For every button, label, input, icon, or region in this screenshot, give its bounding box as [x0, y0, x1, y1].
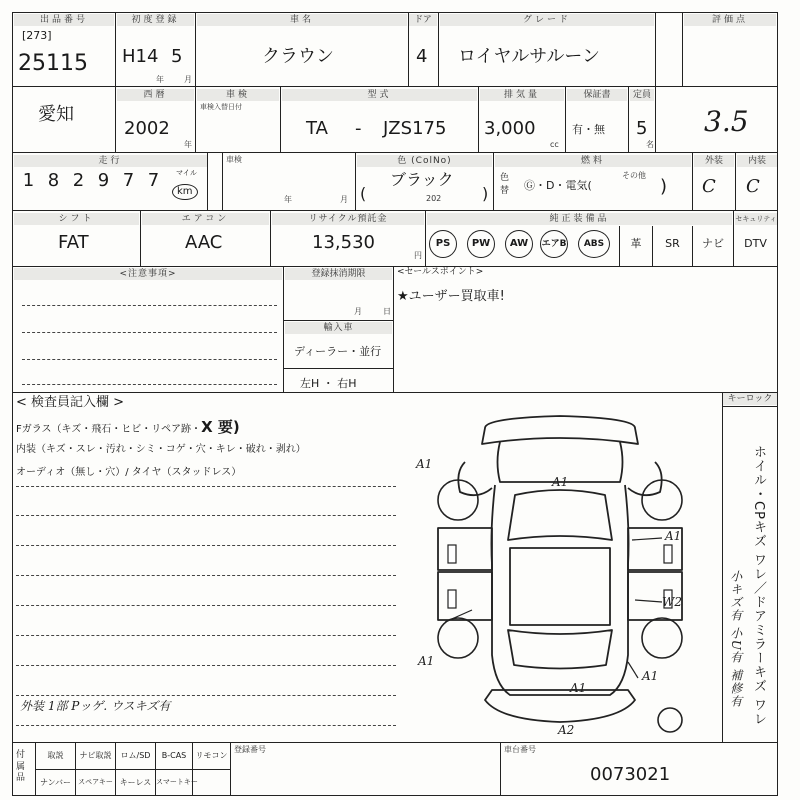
damage-mark: A1	[552, 475, 569, 489]
model-dash: -	[355, 118, 362, 139]
color-name: ブラック	[390, 170, 454, 189]
equip-pw: PW	[467, 230, 495, 258]
year-label: 西暦	[117, 89, 194, 101]
damage-mark: A1	[416, 457, 433, 471]
damage-mark: A1	[570, 681, 587, 695]
mile-label: マイル	[176, 169, 197, 177]
sales-point: ★ユーザー買取車!	[397, 289, 505, 304]
mileage-digits	[16, 172, 166, 198]
damage-mark: W2	[662, 595, 682, 609]
exterior-grade: C	[702, 176, 716, 197]
color-no: 202	[426, 194, 442, 203]
auction-sheet: 出品番号 [273] 25115 初度登録 H14 5 年 月 車名 クラウン ドア 4 グレード ロイヤルサルーン 評価点 3.5 愛知 西暦 2002 年 車検 車検入替日付 型式 TA - JZS175 排気量 3,000 cc 保証書 有・無 定員 5 名 走行 1 8 2 9 7 7 マイル km 車検 年 月 色 (ColNo) ( ブラック 202 ) 色替 燃料 Ⓖ・D・電気( その他 ) 外装 C 内装 C シフト FAT エアコン AAC リサイクル預託金 13,530 円 純正装備品 セキュリティ PS PW AW エアB ABS 革 SR ナビ DTV <注意事項> 登録抹消期限 月 日 輸入車 ディーラー・並行 左H ・ 右H <セールスポイント> ★ユーザー買取車! < 検査員記入欄 > Fガラス（キズ・飛石・ヒビ・リペア跡・X 要) 内装（キズ・スレ・汚れ・シミ・コゲ・穴・キレ・破れ・剥れ） オーディオ（無し・穴）/ タイヤ（スタッドレス） 外装 1部 Pッゲ. ウスキズ有 キーロック ホイル・CPキズ ワレ／ドアミラーキズ ワレ 小キズ有 小U有 補修有 A1 A1 A1 W2 A1 A1 A1 A2 付属品 取説 ナビ取説 ロム/SD B-CAS リモコン ナンバー スペアキー キーレス スマートキー 登録番号 車台番号 0073021	[0, 0, 800, 800]
mileage-digit: 8	[47, 170, 60, 191]
yen-unit: 円	[414, 251, 422, 260]
transfer-label: 登録抹消期限	[285, 268, 392, 280]
import-label: 輸入車	[285, 322, 392, 334]
capacity-label: 定員	[630, 89, 654, 101]
warranty-options: 有・無	[572, 123, 605, 136]
exterior-label: 外装	[694, 155, 734, 167]
car-name-label: 車名	[197, 14, 407, 26]
acc-keyless: キーレス	[119, 778, 152, 787]
sales-label: <セールスポイント>	[397, 267, 484, 277]
security-label: セキュリティ	[735, 215, 777, 223]
fglass-text: Fガラス（キズ・飛石・ヒビ・リペア跡・	[16, 424, 202, 435]
unit-year: 年	[156, 75, 164, 84]
capacity-unit: 名	[646, 140, 654, 149]
acc-plate: ナンバー	[39, 778, 72, 787]
lot-label: 出品番号	[14, 14, 114, 26]
fuel-label: 燃料	[495, 155, 691, 167]
score-label: 評価点	[684, 14, 776, 26]
acc-bcas: B-CAS	[161, 751, 187, 760]
cc-unit: cc	[550, 140, 559, 149]
equip-leather: 革	[630, 237, 642, 250]
model-code: JZS175	[383, 118, 447, 139]
fglass-mark: X 要)	[201, 418, 240, 436]
mileage-digit: 9	[97, 170, 110, 191]
lot-bracket: [273]	[22, 29, 52, 42]
ac-label: エアコン	[142, 213, 269, 225]
damage-mark: A1	[642, 669, 659, 683]
equip-navi: ナビ	[702, 237, 724, 250]
mileage-digit: 7	[147, 170, 160, 191]
chassis-label: 車台番号	[504, 745, 536, 754]
handle-side: 左H ・ 右H	[300, 377, 357, 390]
shift: FAT	[58, 232, 89, 253]
acc-navi-manual: ナビ取説	[79, 751, 112, 760]
cc-label: 排気量	[480, 89, 564, 101]
type-label: 型式	[282, 89, 477, 101]
inspection-label: 車検	[197, 89, 279, 101]
acc-remote: リモコン	[195, 751, 228, 760]
year-unit: 年	[184, 140, 192, 149]
recycle-label: リサイクル預託金	[272, 213, 424, 225]
interior-line: 内装（キズ・スレ・汚れ・シミ・コゲ・穴・キレ・破れ・剥れ）	[16, 444, 306, 455]
era-year: H14	[122, 46, 159, 67]
damage-mark: A2	[558, 723, 575, 737]
handwritten-note: 外装 1部 Pッゲ. ウスキズ有	[20, 699, 171, 713]
score: 3.5	[704, 105, 749, 138]
inspection-sub: 車検入替日付	[200, 103, 242, 111]
reg-month: 5	[171, 46, 183, 67]
acc-spare-key: スペアキー	[78, 778, 113, 786]
acc-rom: ロム/SD	[120, 751, 151, 760]
fuel-options: Ⓖ・D・電気(	[524, 179, 592, 192]
inspect-label: 車検	[226, 155, 242, 164]
grade-label: グレード	[440, 14, 654, 26]
equip-dtv: DTV	[744, 237, 767, 250]
equip-airbag: エアB	[540, 230, 568, 258]
mileage-digit: 7	[122, 170, 135, 191]
region: 愛知	[38, 104, 74, 125]
acc-smart-key: スマートキー	[156, 778, 198, 786]
caution-label: <注意事項>	[14, 268, 282, 280]
chassis-number: 0073021	[590, 764, 671, 785]
color-label: 色 (ColNo)	[357, 155, 492, 167]
color-change-label: 色替	[500, 173, 510, 196]
equip-label: 純正装備品	[427, 213, 732, 225]
door-label: ドア	[409, 14, 437, 26]
fuel-other: その他	[622, 171, 646, 180]
interior-grade: C	[746, 176, 760, 197]
model-year: 2002	[124, 118, 170, 139]
transfer-day: 日	[383, 307, 391, 316]
doors: 4	[416, 46, 428, 67]
ac: AAC	[185, 232, 223, 253]
equip-ps: PS	[429, 230, 457, 258]
fuel-close: )	[660, 176, 668, 197]
interior-label: 内装	[737, 155, 777, 167]
mileage-label: 走行	[14, 155, 207, 167]
inspector-title: < 検査員記入欄 >	[16, 395, 125, 410]
inspect-year-unit: 年	[284, 195, 292, 204]
car-name: クラウン	[262, 46, 334, 67]
car-diagram	[400, 400, 720, 745]
equip-sr: SR	[665, 237, 680, 250]
audio-line: オーディオ（無し・穴）/ タイヤ（スタッドレス）	[16, 467, 242, 478]
wheel-note-sub: 小キズ有 小U有 補修有	[728, 570, 743, 708]
mileage-digit: 2	[72, 170, 85, 191]
capacity: 5	[636, 118, 648, 139]
km-label: km	[172, 184, 198, 200]
damage-mark: A1	[665, 529, 682, 543]
wheel-note: ホイル・CPキズ ワレ／ドアミラーキズ ワレ	[750, 445, 766, 727]
inspect-month-unit: 月	[340, 195, 348, 204]
damage-mark: A1	[418, 654, 435, 668]
accessories-label: 付属品	[16, 750, 26, 784]
recycle-fee: 13,530	[312, 232, 375, 253]
transfer-month: 月	[354, 307, 362, 316]
model-prefix: TA	[306, 118, 328, 139]
mileage-digit: 1	[22, 170, 35, 191]
equip-abs: ABS	[578, 230, 610, 258]
lot-number: 25115	[18, 51, 88, 76]
unit-month: 月	[184, 75, 192, 84]
fglass-line	[16, 420, 240, 435]
equip-aw: AW	[505, 230, 533, 258]
displacement: 3,000	[484, 118, 536, 139]
grade: ロイヤルサルーン	[458, 46, 601, 67]
dealer-type: ディーラー・並行	[294, 345, 382, 358]
warranty-label: 保証書	[567, 89, 627, 101]
acc-manual: 取説	[47, 751, 64, 760]
shift-label: シフト	[14, 213, 139, 225]
reg-label: 初度登録	[117, 14, 194, 26]
keylock-label: キーロック	[723, 393, 777, 405]
reg-no-label: 登録番号	[234, 745, 266, 754]
